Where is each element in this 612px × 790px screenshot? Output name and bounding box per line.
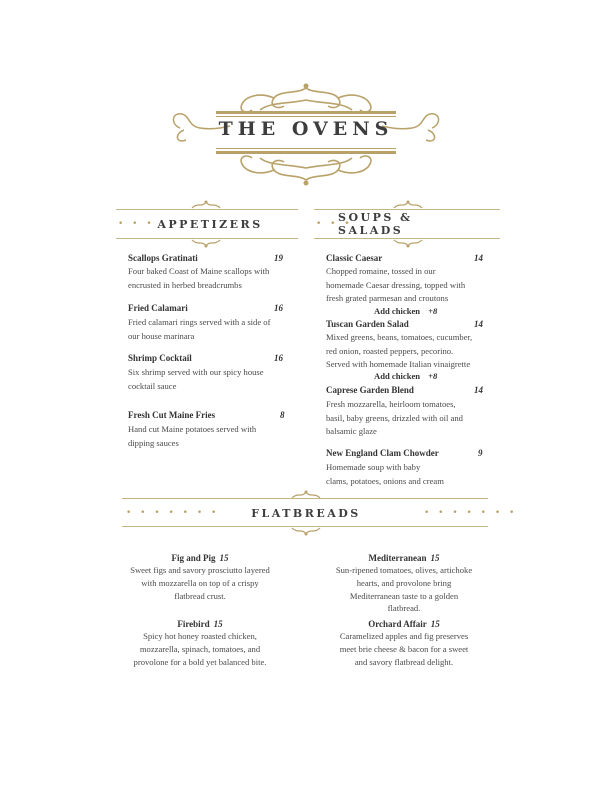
soup-name: Caprese Garden Blend — [326, 385, 414, 395]
flatbreads-dots-left: • • • • • • • — [126, 508, 220, 518]
appetizer-price: 8 — [280, 410, 285, 420]
appetizer-price: 16 — [274, 353, 283, 363]
appetizers-heading: APPETIZERS — [157, 217, 263, 231]
soup-name: Classic Caesar — [326, 253, 383, 263]
flatbread-name: Mediterranean 15 — [368, 553, 440, 563]
flatbread-desc: Sweet figs and savory prosciutto layered with mozzarella on top of a crispy flatbread crust. — [130, 565, 270, 601]
soup-desc: Homemade soup with baby clams, potatoes, onions and cream — [326, 462, 444, 486]
flatbread-name: Fig and Pig 15 — [171, 553, 229, 563]
soups-dots-left: • • • — [316, 219, 353, 229]
flatbread-item — [309, 618, 499, 668]
soup-price: 14 — [474, 319, 483, 329]
flatbread-item — [105, 552, 295, 602]
flatbreads-crown-bottom — [290, 526, 322, 536]
soups-heading: SOUPS & SALADS — [338, 211, 413, 237]
appetizer-desc: Four baked Coast of Maine scallops with encrusted in herbed breadcrumbs — [128, 266, 270, 290]
soup-desc: Chopped romaine, tossed in our homemade Caesar dressing, topped with fresh grated parmesan and croutons — [326, 266, 466, 303]
appetizer-name: Fried Calamari — [128, 303, 188, 313]
flatbread-desc: Sun-ripened tomatoes, olives, artichoke hearts, and provolone bring Mediterranean taste to a golden flatbread. — [335, 565, 473, 614]
flatbread-name: Firebird 15 — [177, 619, 223, 629]
soups-crown-bottom — [392, 238, 424, 248]
flatbread-desc: Spicy hot honey roasted chicken, mozzarella, spinach, tomatoes, and provolone for a bold yet balanced bite. — [133, 631, 267, 667]
soup-price: 9 — [478, 448, 483, 458]
appetizer-desc: Six shrimp served with our spicy house cocktail sauce — [128, 367, 264, 391]
flatbread-desc: Caramelized apples and fig preserves meet brie cheese & bacon for a sweet and savory flatbread delight. — [339, 631, 469, 667]
appetizers-dots-left: • • • — [118, 219, 155, 229]
flatbread-item — [105, 618, 295, 668]
appetizer-price: 19 — [274, 253, 283, 263]
appetizer-price: 16 — [274, 303, 283, 313]
appetizer-name: Fresh Cut Maine Fries — [128, 410, 216, 420]
appetizer-name: Scallops Gratinati — [128, 253, 198, 263]
soup-price: 14 — [474, 385, 483, 395]
soup-name: New England Clam Chowder — [326, 448, 439, 458]
soup-desc: Fresh mozzarella, heirloom tomatoes, basil, baby greens, drizzled with oil and balsamic glaze — [326, 399, 463, 436]
soup-price: 14 — [474, 253, 483, 263]
flatbreads-dots-right: • • • • • • • — [424, 508, 518, 518]
flatbreads-heading: FLATBREADS — [251, 506, 361, 520]
add-chicken-option: Add chicken +8 — [374, 371, 438, 381]
add-chicken-option: Add chicken +8 — [374, 306, 438, 316]
soup-desc: Mixed greens, beans, tomatoes, cucumber, red onion, roasted peppers, pecorino. Served with homemade Italian vinaigrette — [326, 332, 473, 369]
soup-name: Tuscan Garden Salad — [326, 319, 409, 329]
flatbread-item — [309, 552, 499, 615]
appetizer-name: Shrimp Cocktail — [128, 353, 192, 363]
flatbread-name: Orchard Affair 15 — [368, 619, 440, 629]
appetizer-desc: Hand cut Maine potatoes served with dipping sauces — [128, 424, 257, 448]
restaurant-name: THE OVENS — [218, 118, 394, 140]
appetizers-crown-bottom — [190, 238, 222, 248]
appetizer-desc: Fried calamari rings served with a side of our house marinara — [128, 317, 271, 341]
